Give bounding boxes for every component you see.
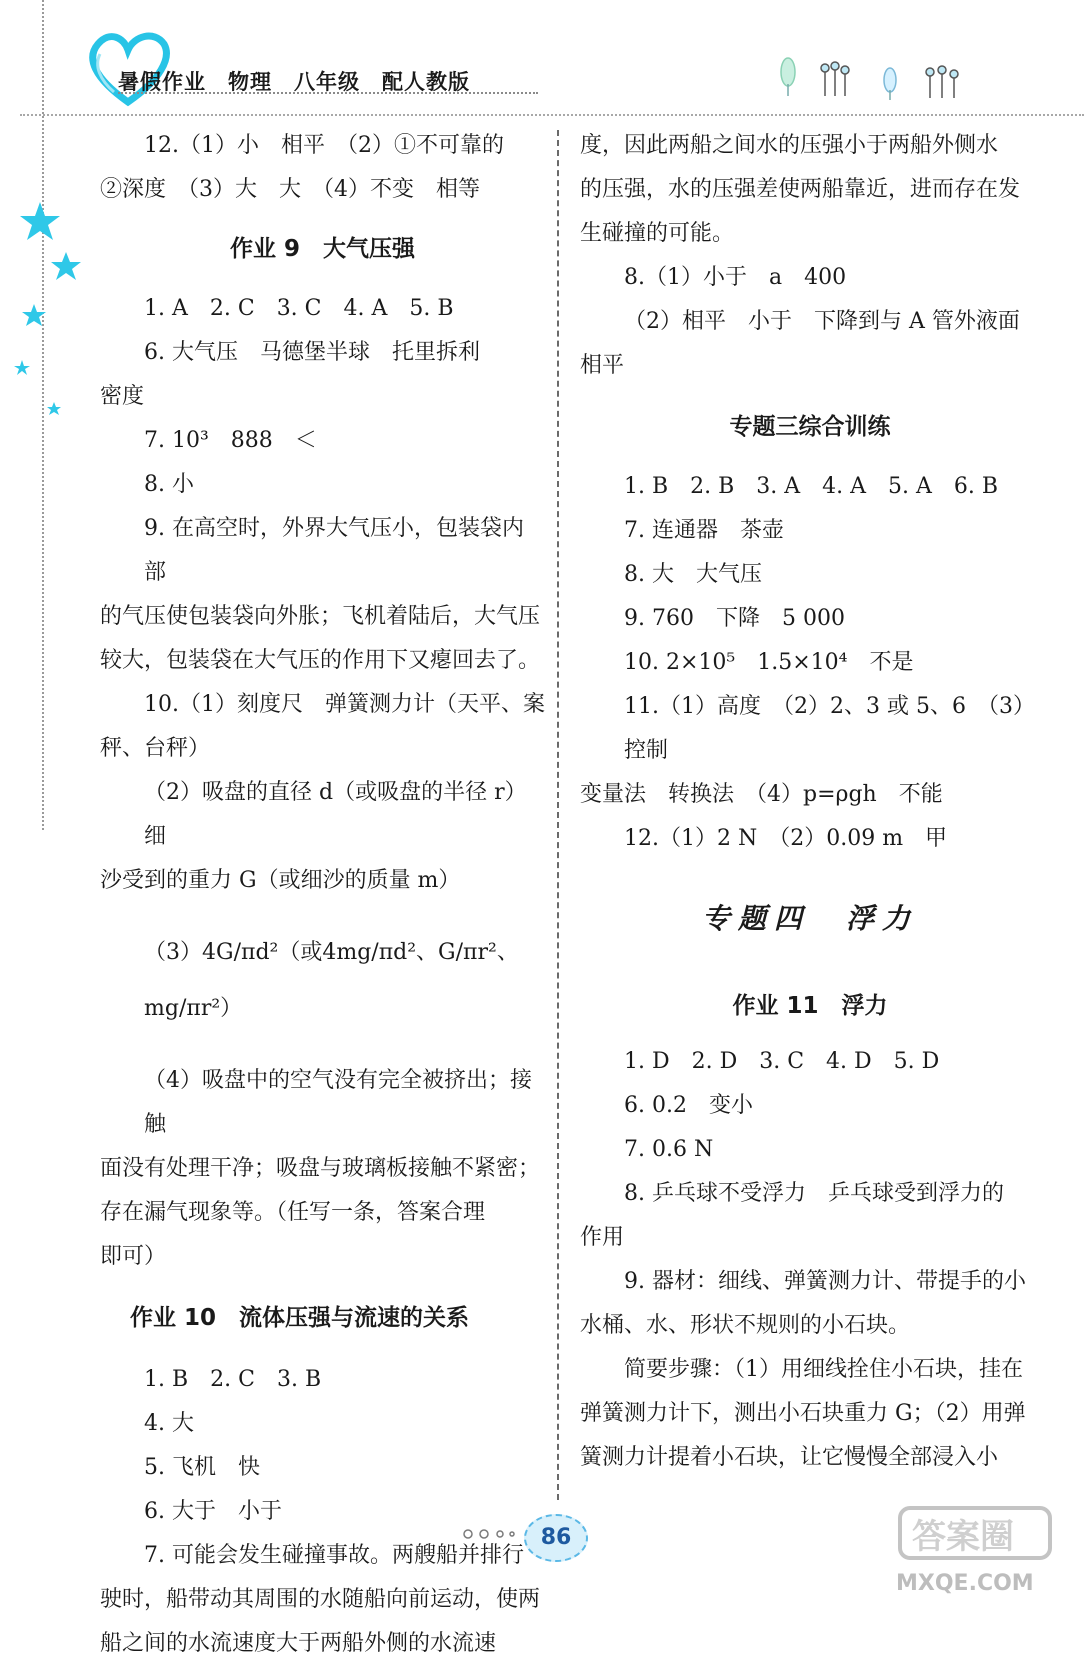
answer-line: 驶时，船带动其周围的水随船向前运动，使两 bbox=[100, 1587, 541, 1612]
section-heading: 作业 9 大气压强 bbox=[229, 236, 415, 262]
answer-line: 7. 10³ 888 ＜ bbox=[144, 428, 317, 453]
answer-line: 密度 bbox=[100, 384, 145, 409]
answer-line: 即可） bbox=[100, 1244, 167, 1269]
answer-line: 存在漏气现象等。（任写一条，答案合理 bbox=[100, 1200, 486, 1225]
answer-line: 9. 在高空时，外界大气压小，包装袋内部 bbox=[144, 516, 524, 585]
answer-line: 簧测力计提着小石块，让它慢慢全部浸入小 bbox=[580, 1445, 999, 1470]
page-number: 86 bbox=[524, 1514, 588, 1562]
answer-line: 12.（1）小 相平 （2）①不可靠的 bbox=[144, 133, 504, 158]
answer-line: 水桶、水、形状不规则的小石块。 bbox=[580, 1313, 911, 1338]
answer-line: 的气压使包装袋向外胀；飞机着陆后，大气压 bbox=[100, 604, 541, 629]
answer-line: 较大，包装袋在大气压的作用下又瘪回去了。 bbox=[100, 648, 541, 673]
answer-line: 9. 760 下降 5 000 bbox=[624, 606, 845, 631]
answer-line: 10. 2×10⁵ 1.5×10⁴ 不是 bbox=[624, 650, 914, 675]
answer-line: 6. 0.2 变小 bbox=[624, 1093, 753, 1118]
answer-line: （4）吸盘中的空气没有完全被挤出；接触 bbox=[144, 1068, 532, 1137]
section-heading: 作业 10 流体压强与流速的关系 bbox=[130, 1305, 470, 1331]
answer-line: 1. B 2. B 3. A 4. A 5. A 6. B bbox=[624, 474, 999, 499]
answer-line: （2）相平 小于 下降到与 A 管外液面 bbox=[624, 309, 1020, 334]
header-underline bbox=[118, 92, 538, 94]
watermark-text: MXQE.COM bbox=[896, 1571, 1034, 1596]
answer-line: 10.（1）刻度尺 弹簧测力计（天平、案 bbox=[144, 692, 545, 717]
answer-line: 6. 大气压 马德堡半球 托里拆利 bbox=[144, 340, 480, 365]
answer-line: 6. 大于 小于 bbox=[144, 1499, 282, 1524]
answer-line: 作用 bbox=[580, 1225, 625, 1250]
header-title: 暑假作业 物理 八年级 配人教版 bbox=[118, 70, 470, 94]
section-heading: 作业 11 浮力 bbox=[732, 993, 888, 1019]
topic-heading: 专题四 浮力 bbox=[701, 902, 918, 935]
svg-text:答案圈: 答案圈 bbox=[912, 1517, 1014, 1557]
answer-line: 秤、台秤） bbox=[100, 736, 211, 761]
answer-line: 12.（1）2 N （2）0.09 m 甲 bbox=[624, 826, 948, 851]
section-heading: 专题三综合训练 bbox=[729, 414, 891, 440]
answer-line: 7. 可能会发生碰撞事故。两艘船并排行 bbox=[144, 1543, 524, 1568]
left-column bbox=[100, 124, 545, 1666]
answer-line: 的压强，水的压强差使两船靠近，进而存在发 bbox=[580, 177, 1021, 202]
right-column bbox=[580, 124, 1040, 1480]
answer-line: 度，因此两船之间水的压强小于两船外侧水 bbox=[580, 133, 999, 158]
answer-line: 5. 飞机 快 bbox=[144, 1455, 260, 1480]
answer-line: 9. 器材：细线、弹簧测力计、带提手的小 bbox=[624, 1269, 1026, 1294]
answer-line: （2）吸盘的直径 d（或吸盘的半径 r） 细 bbox=[144, 780, 538, 849]
answer-line: 沙受到的重力 G（或细沙的质量 m） bbox=[100, 868, 461, 893]
header-dotted-rule bbox=[20, 114, 1084, 116]
answer-line: 1. A 2. C 3. C 4. A 5. B bbox=[144, 296, 454, 321]
page-number-dots-icon bbox=[458, 1528, 518, 1540]
answer-line: 8. 小 bbox=[144, 472, 194, 497]
stars-decoration-icon bbox=[10, 200, 90, 430]
watermark-logo-icon bbox=[892, 1502, 1077, 1597]
answer-line: 8. 大 大气压 bbox=[624, 562, 762, 587]
answer-line: 4. 大 bbox=[144, 1411, 194, 1436]
answer-line: 1. D 2. D 3. C 4. D 5. D bbox=[624, 1049, 940, 1074]
answer-line: 变量法 转换法 （4）p=ρgh 不能 bbox=[580, 782, 943, 807]
answer-line: 简要步骤：（1）用细线拴住小石块，挂在 bbox=[624, 1357, 1023, 1382]
tree-flower-decoration-icon bbox=[780, 50, 980, 110]
formula-line: （3）4G/πd²（或4mg/πd²、G/πr²、mg/πr²） bbox=[144, 940, 519, 1021]
answer-line: 弹簧测力计下，测出小石块重力 G；（2）用弹 bbox=[580, 1401, 1026, 1426]
answer-line: 生碰撞的可能。 bbox=[580, 221, 735, 246]
answer-line: ②深度 （3）大 大 （4）不变 相等 bbox=[100, 177, 480, 202]
column-divider bbox=[557, 130, 559, 1500]
answer-line: 船之间的水流速度大于两船外侧的水流速 bbox=[100, 1631, 497, 1656]
answer-line: 7. 连通器 茶壶 bbox=[624, 518, 784, 543]
answer-line: 1. B 2. C 3. B bbox=[144, 1367, 322, 1392]
answer-line: 11.（1）高度 （2）2、3 或 5、6 （3）控制 bbox=[624, 694, 1035, 763]
answer-line: 8.（1）小于 a 400 bbox=[624, 265, 847, 290]
answer-line: 7. 0.6 N bbox=[624, 1137, 714, 1162]
answer-line: 8. 乒乓球不受浮力 乒乓球受到浮力的 bbox=[624, 1181, 1004, 1206]
answer-line: 相平 bbox=[580, 353, 625, 378]
answer-line: 面没有处理干净；吸盘与玻璃板接触不紧密； bbox=[100, 1156, 541, 1181]
